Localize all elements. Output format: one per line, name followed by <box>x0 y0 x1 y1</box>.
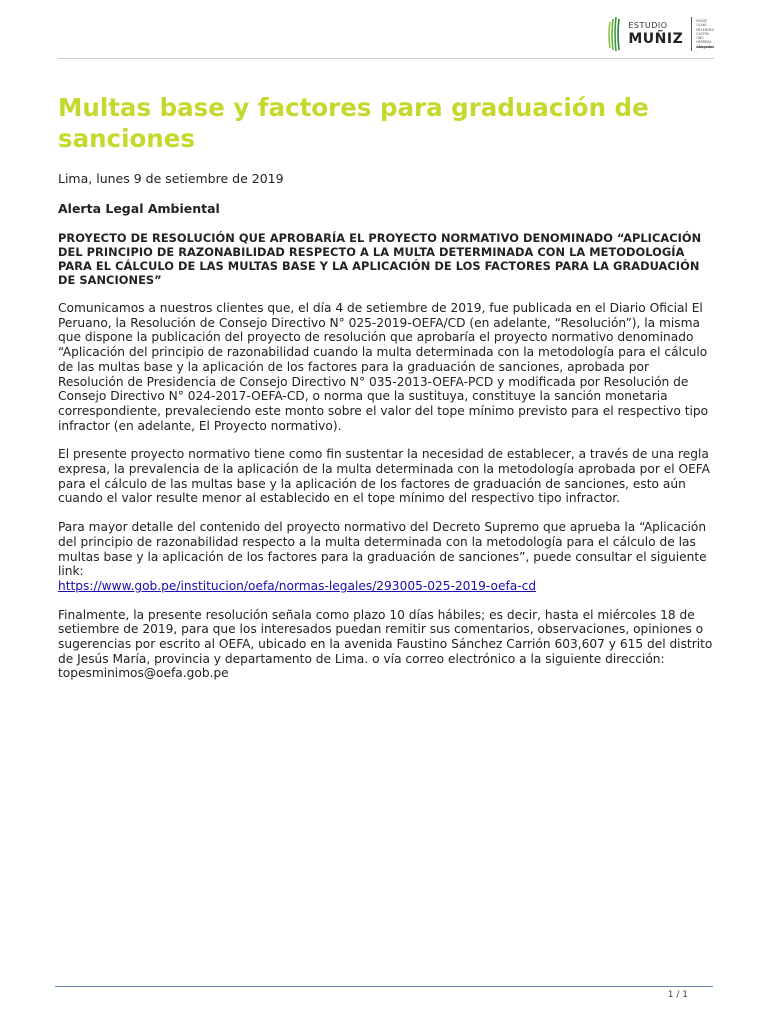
page-header <box>58 0 714 59</box>
logo-mark-icon <box>608 16 622 52</box>
oefa-normas-link[interactable]: https://www.gob.pe/institucion/oefa/normas-legales/293005-025-2019-oefa-cd <box>58 578 537 593</box>
paragraph-2: El presente proyecto normativo tiene como fin sustentar la necesidad de establecer, a través de una regla expresa, la prevalencia de la aplicación de la multa determinada con la metodología aprobada por el OEFA para el cálculo de las multas base y la aplicación de los factores de graduación de sanciones, esto aún cuando el valor resulte menor al establecido en el tope mínimo del respectivo tipo infractor. <box>58 447 710 506</box>
footer-divider <box>55 986 713 987</box>
logo-top-text: ESTUDIO <box>628 21 668 30</box>
estudio-muniz-logo <box>608 16 714 52</box>
document-subject: PROYECTO DE RESOLUCIÓN QUE APROBARÍA EL PROYECTO NORMATIVO DENOMINADO “APLICACIÓN DEL PRINCIPIO DE RAZONABILIDAD RESPECTO A LA MULTA DETERMINADA CON LA METODOLOGÍA PARA EL CÁLCULO DE LAS MULTAS BASE Y LA APLICACIÓN DE LOS FACTORES PARA LA GRADUACIÓN DE SANCIONES” <box>58 231 702 287</box>
paragraph-3 <box>58 520 714 594</box>
paragraph-1: Comunicamos a nuestros clientes que, el día 4 de setiembre de 2019, fue publicada en el Diario Oficial El Peruano, la Resolución de Consejo Directivo N° 025-2019-OEFA/CD (en adelante, “Resolución”), la misma que dispone la publicación del proyecto de resolución que aprobaría el proyecto normativo denominado “Aplicación del principio de razonabilidad cuando la multa determinada con la metodología para el cálculo de las multas base y la aplicación de los factores para la graduación de sanciones, aprobada por Resolución de Presidencia de Consejo Directivo N° 035-2013-OEFA-PCD y modificada por Resolución de Consejo Directivo N° 024-2017-OEFA-CD, o norma que la sustituya, constituye la sanción monetaria correspondiente, prevaleciendo este monto sobre el valor del tope mínimo previsto para el respectivo tipo infractor (en adelante, El Proyecto normativo). <box>58 301 709 433</box>
alert-label: Alerta Legal Ambiental <box>58 201 220 216</box>
logo-side-text: MUÑIZ OLAYA MELÉNDEZ CASTRO ONO HERRERA Abogados <box>696 19 714 49</box>
document-date: Lima, lunes 9 de setiembre de 2019 <box>58 171 284 186</box>
document-body <box>58 92 714 681</box>
paragraph-3-text: Para mayor detalle del contenido del proyecto normativo del Decreto Supremo que aprueba la “Aplicación del principio de razonabilidad respecto a la multa determinada con la metodología para el cálculo de las multas base y la aplicación de los factores para la graduación de sanciones”, puede consultar el siguiente link: <box>58 520 707 579</box>
paragraph-4: Finalmente, la presente resolución señala como plazo 10 días hábiles; es decir, hasta el miércoles 18 de setiembre de 2019, para que los interesados puedan remitir sus comentarios, observaciones, opiniones o sugerencias por escrito al OEFA, ubicado en la avenida Faustino Sánchez Carrión 603,607 y 615 del distrito de Jesús María, provincia y departamento de Lima. o vía correo electrónico a la siguiente dirección: topesminimos@oefa.gob.pe <box>58 607 713 681</box>
logo-divider <box>691 17 692 51</box>
page-title: Multas base y factores para graduación de sanciones <box>58 93 649 153</box>
page-number: 1 / 1 <box>667 990 688 1000</box>
logo-main-text: MUÑIZ <box>628 31 684 47</box>
